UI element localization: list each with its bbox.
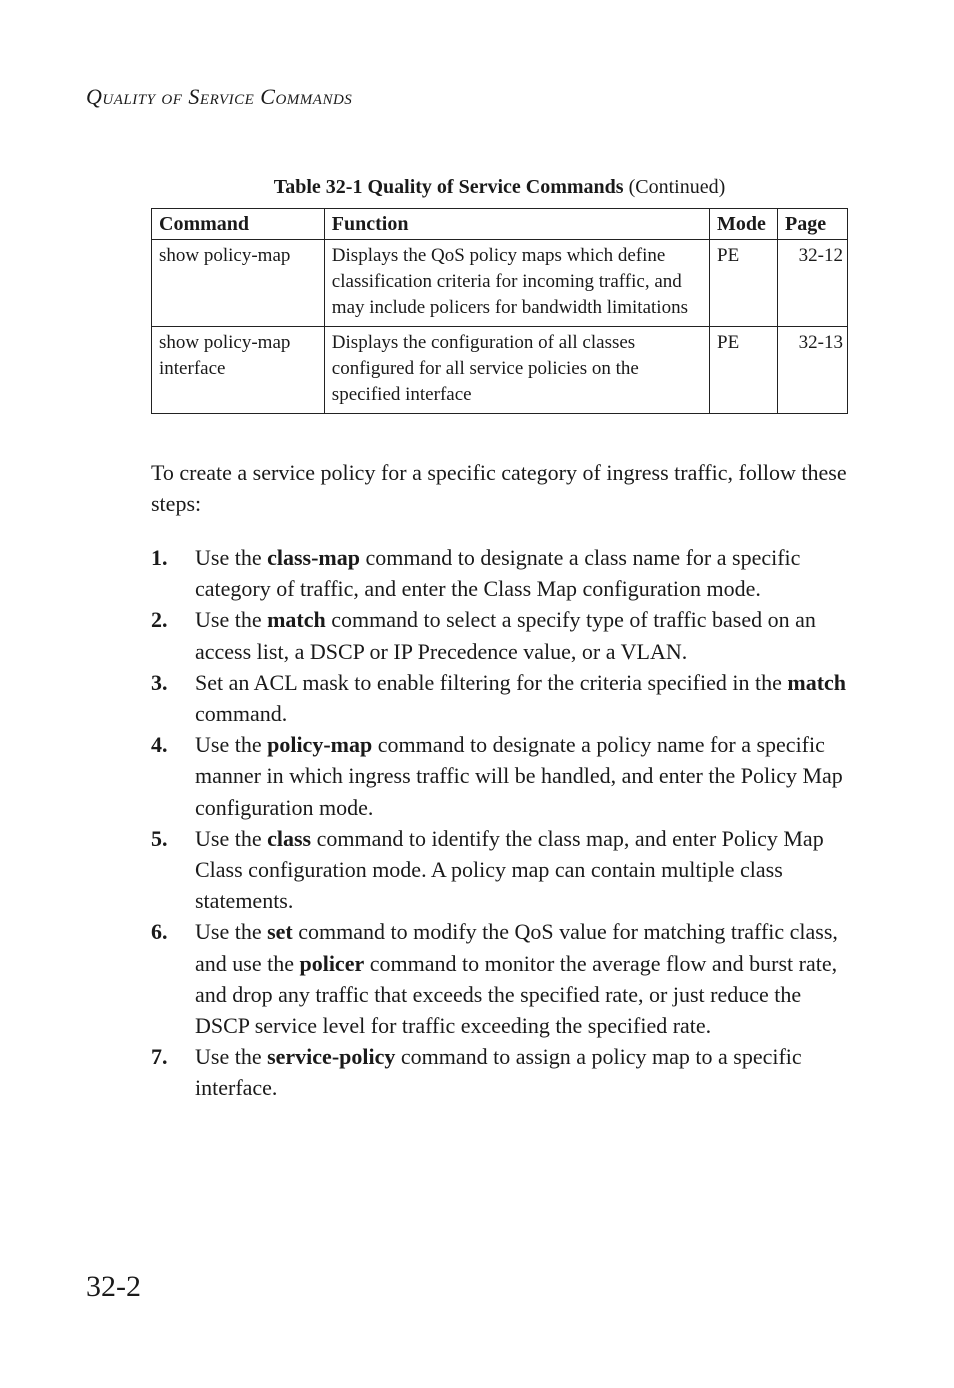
cell-command: show policy-map interface <box>152 327 325 414</box>
page-number: 32-2 <box>86 1270 141 1303</box>
list-item <box>151 604 851 666</box>
step-number: 2. <box>151 607 168 633</box>
list-item <box>151 729 851 823</box>
step-text: command to select a specify type of traffic based on an access list, a DSCP or IP Precedence value, or a VLAN. <box>195 607 816 664</box>
command-keyword: service-policy <box>267 1044 396 1070</box>
step-text: Use the <box>195 732 268 758</box>
table-caption-suffix: (Continued) <box>623 176 726 198</box>
list-item <box>151 667 851 729</box>
qos-commands-table <box>151 208 848 414</box>
step-text: Use the <box>195 825 268 851</box>
table-row <box>152 327 848 414</box>
list-item <box>151 916 851 1041</box>
step-number: 6. <box>151 919 168 945</box>
step-text: command to identify the class map, and enter Policy Map Class configuration mode. A policy map can contain multiple class statements. <box>195 825 824 914</box>
step-text: Use the <box>195 919 268 945</box>
column-header-command: Command <box>152 209 325 240</box>
cell-function: Displays the configuration of all classes configured for all service policies on the specified interface <box>324 327 709 414</box>
step-number: 7. <box>151 1044 168 1070</box>
intro-paragraph: To create a service policy for a specific category of ingress traffic, follow these steps: <box>151 460 847 516</box>
command-keyword: class-map <box>267 545 360 570</box>
step-number: 5. <box>151 825 168 851</box>
cell-mode: PE <box>710 240 778 327</box>
cell-page: 32-12 <box>778 240 848 327</box>
step-text: command to designate a policy name for a specific manner in which ingress traffic will be handled, and enter the Policy Map configuration mode. <box>195 732 843 820</box>
step-text: command to modify the QoS value for matching traffic class, and use the <box>195 919 838 976</box>
list-item <box>151 823 851 917</box>
command-keyword: set <box>267 919 293 945</box>
list-item <box>151 1041 851 1103</box>
step-text: command to assign a policy map to a specific interface. <box>195 1044 802 1101</box>
command-keyword: policy-map <box>267 732 373 758</box>
steps-list <box>151 542 851 1104</box>
step-text: Use the <box>195 1044 268 1070</box>
cell-function: Displays the QoS policy maps which define classification criteria for incoming traffic, and may include policers for bandwidth limitations <box>324 240 709 327</box>
command-keyword: class <box>267 825 312 851</box>
step-text: command to monitor the average flow and burst rate, and drop any traffic that exceeds the specified rate, or just reduce the DSCP service level for traffic exceeding the specified rate. <box>195 950 838 1039</box>
cell-command: show policy-map <box>152 240 325 327</box>
command-keyword: policer <box>299 950 365 976</box>
column-header-mode: Mode <box>710 209 778 240</box>
running-header: Quality of Service Commands <box>86 84 353 109</box>
step-text: Use the <box>195 545 268 570</box>
step-text: Set an ACL mask to enable filtering for the criteria specified in the <box>195 669 788 695</box>
step-number: 3. <box>151 669 168 695</box>
step-text: Use the <box>195 607 268 633</box>
step-text: command to designate a class name for a specific category of traffic, and enter the Class Map configuration mode. <box>195 545 801 602</box>
table-caption-label: Table 32-1 Quality of Service Commands <box>273 176 624 198</box>
cell-mode: PE <box>710 327 778 414</box>
table-row <box>152 240 848 327</box>
list-item <box>151 542 851 604</box>
command-keyword: match <box>267 607 326 633</box>
cell-page: 32-13 <box>778 327 848 414</box>
step-number: 4. <box>151 732 168 758</box>
table-header-row <box>152 209 848 240</box>
column-header-function: Function <box>324 209 709 240</box>
table-caption <box>151 176 848 199</box>
step-number: 1. <box>151 545 168 570</box>
step-text: command. <box>195 701 288 727</box>
column-header-page: Page <box>778 209 848 240</box>
command-keyword: match <box>787 669 847 695</box>
